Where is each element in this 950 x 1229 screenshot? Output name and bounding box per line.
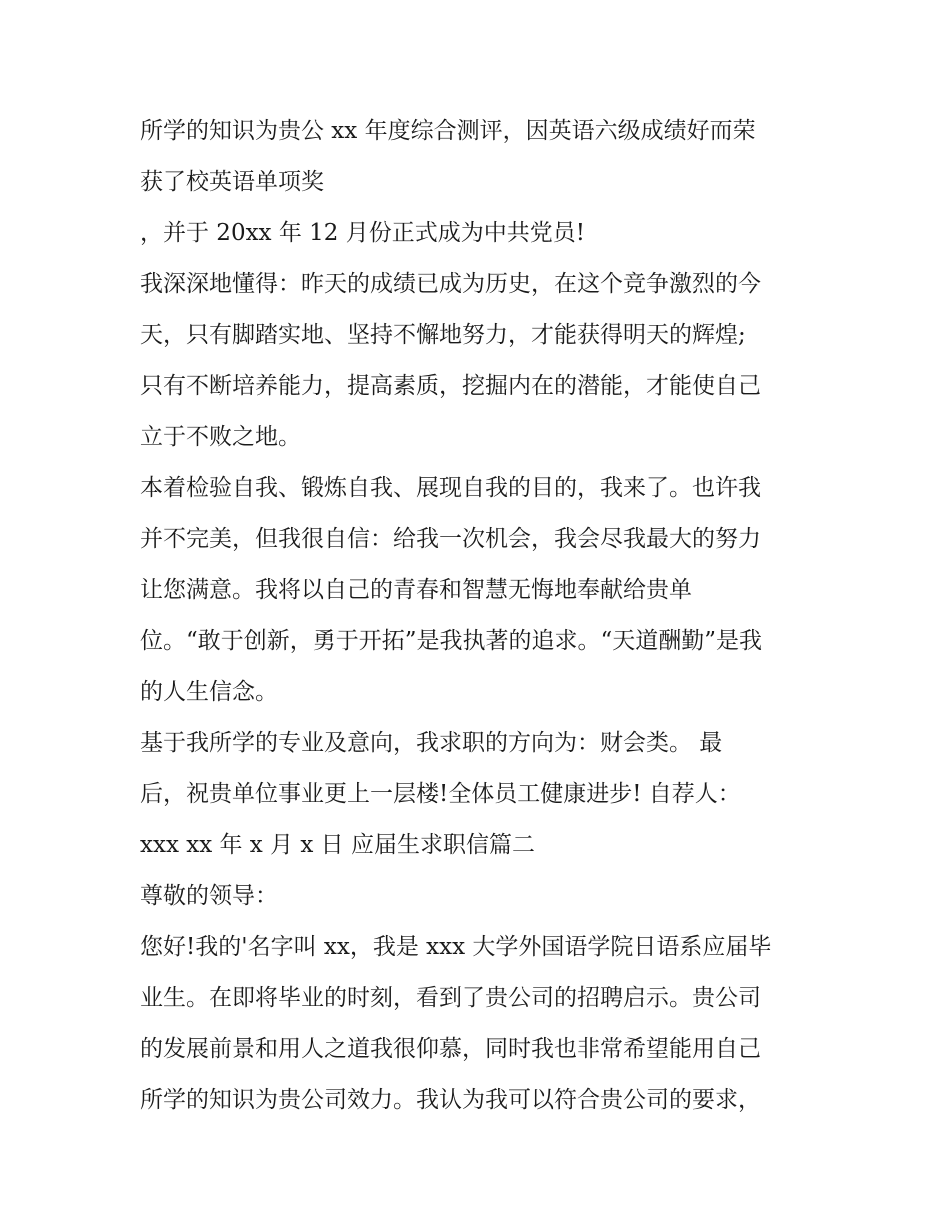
text-line: 尊敬的领导： [140, 883, 278, 909]
text-line: 立于不败之地。 [140, 424, 301, 450]
text-line: 位。“敢于创新，勇于开拓”是我执著的追求。“天道酬勤”是我 [140, 628, 763, 654]
text-line: 本着检验自我、锻炼自我、展现自我的目的，我来了。也许我 [140, 475, 761, 501]
text-line: 获了校英语单项奖 [140, 169, 324, 195]
text-line: 基于我所学的专业及意向，我求职的方向为：财会类。 最 [140, 730, 723, 756]
text-line: xxx xx 年 x 月 x 日 应届生求职信篇二 [140, 832, 535, 858]
text-line: 后，祝贵单位事业更上一层楼!全体员工健康进步! 自荐人： [140, 781, 741, 807]
text-line: ，并于 20xx 年 12 月份正式成为中共党员! [140, 220, 585, 246]
text-line: 天，只有脚踏实地、坚持不懈地努力，才能获得明天的辉煌; [140, 322, 746, 348]
text-line: 您好!我的'名字叫 xx，我是 xxx 大学外国语学院日语系应届毕 [140, 934, 772, 960]
text-line: 所学的知识为贵公 xx 年度综合测评，因英语六级成绩好而荣 [140, 118, 756, 144]
text-line: 所学的知识为贵公司效力。我认为我可以符合贵公司的要求， [140, 1087, 761, 1113]
document-body [140, 108, 820, 1128]
text-line: 让您满意。我将以自己的青春和智慧无悔地奉献给贵单 [140, 577, 692, 603]
text-line: 并不完美，但我很自信：给我一次机会，我会尽我最大的努力 [140, 526, 761, 552]
text-line: 业生。在即将毕业的时刻，看到了贵公司的招聘启示。贵公司 [140, 985, 761, 1011]
text-line: 我深深地懂得：昨天的成绩已成为历史，在这个竞争激烈的今 [140, 271, 761, 297]
text-line: 的人生信念。 [140, 679, 278, 705]
text-line: 的发展前景和用人之道我很仰慕，同时我也非常希望能用自己 [140, 1036, 761, 1062]
text-line: 只有不断培养能力，提高素质，挖掘内在的潜能，才能使自己 [140, 373, 761, 399]
